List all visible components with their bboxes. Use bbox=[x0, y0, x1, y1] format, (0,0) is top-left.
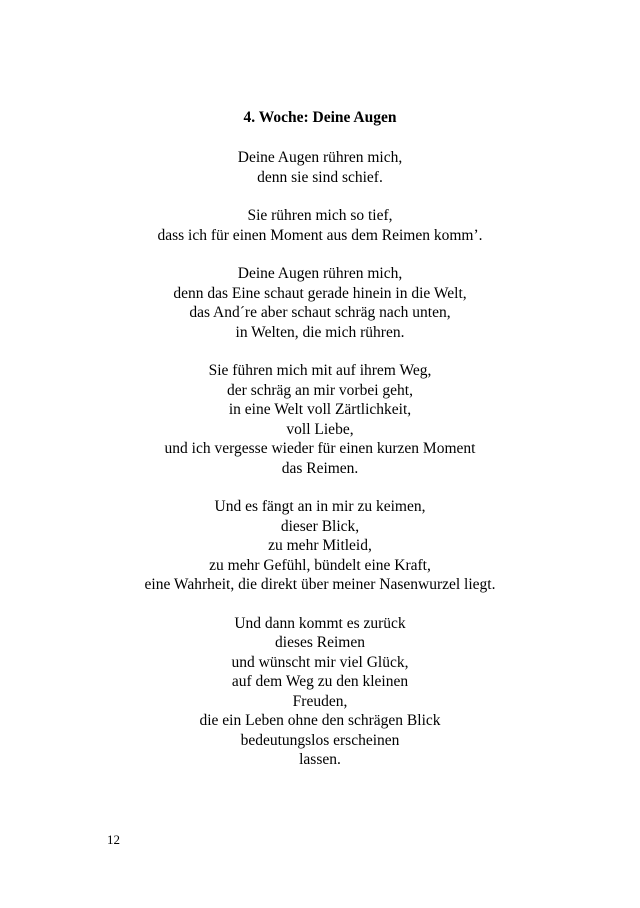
poem-line: denn das Eine schaut gerade hinein in die Welt, bbox=[173, 284, 467, 302]
stanza-1 bbox=[0, 148, 640, 187]
poem-line: und wünscht mir viel Glück, bbox=[231, 653, 409, 671]
poem-line: eine Wahrheit, die direkt über meiner Nasenwurzel liegt. bbox=[144, 576, 496, 593]
poem-line: lassen. bbox=[299, 751, 341, 768]
poem-line: und ich vergesse wieder für einen kurzen Moment bbox=[164, 440, 476, 457]
poem-line: auf dem Weg zu den kleinen bbox=[231, 673, 409, 690]
poem-line: voll Liebe, bbox=[286, 420, 354, 438]
stanza-3 bbox=[0, 264, 640, 342]
poem-line: die ein Leben ohne den schrägen Blick bbox=[199, 712, 441, 729]
poem-line: dieser Blick, bbox=[280, 517, 360, 535]
poem-line: dass ich für einen Moment aus dem Reimen komm’. bbox=[157, 226, 483, 244]
poem-line: in eine Welt voll Zärtlichkeit, bbox=[228, 401, 412, 418]
poem-line: das And´re aber schaut schräg nach unten, bbox=[189, 304, 451, 321]
poem-line: Sie führen mich mit auf ihrem Weg, bbox=[208, 362, 432, 379]
poem-line: Sie rühren mich so tief, bbox=[247, 207, 393, 224]
poem-line: zu mehr Mitleid, bbox=[268, 537, 372, 554]
poem-title: 4. Woche: Deine Augen bbox=[243, 109, 397, 126]
poem-line: das Reimen. bbox=[281, 459, 359, 477]
stanza-5 bbox=[0, 497, 640, 595]
poem-line: der schräg an mir vorbei geht, bbox=[227, 381, 413, 399]
page-number: 12 bbox=[107, 832, 120, 847]
poem-line: in Welten, die mich rühren. bbox=[235, 323, 405, 341]
poem-line: bedeutungslos erscheinen bbox=[240, 731, 400, 749]
poem-line: denn sie sind schief. bbox=[257, 168, 383, 186]
poem-line: Freuden, bbox=[292, 692, 348, 710]
stanza-6 bbox=[0, 614, 640, 770]
poem-line: Deine Augen rühren mich, bbox=[237, 265, 403, 282]
stanza-4 bbox=[0, 361, 640, 478]
poem-line: Und es fängt an in mir zu keimen, bbox=[214, 498, 426, 515]
poem-body bbox=[0, 148, 640, 789]
poem-line: Und dann kommt es zurück bbox=[234, 614, 406, 632]
poem-line: dieses Reimen bbox=[275, 634, 365, 651]
poem-line: zu mehr Gefühl, bündelt eine Kraft, bbox=[209, 556, 431, 574]
stanza-2 bbox=[0, 206, 640, 245]
poem-line: Deine Augen rühren mich, bbox=[237, 149, 403, 166]
